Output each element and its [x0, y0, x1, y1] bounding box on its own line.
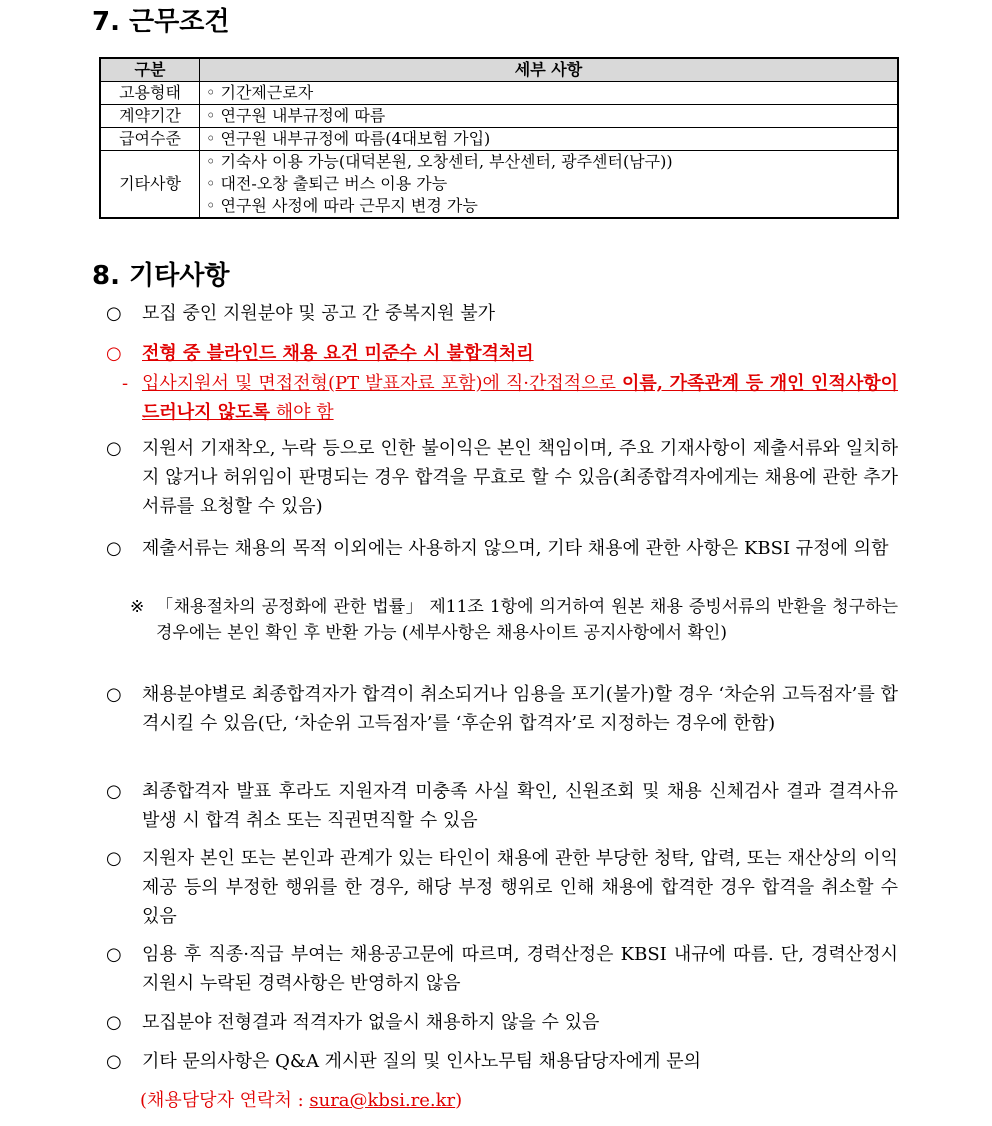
work-conditions-table [99, 57, 899, 219]
section-7-heading: 7. 근무조건 [92, 7, 230, 37]
row-value [200, 128, 899, 151]
note-text: 「채용절차의 공정화에 관한 법률」 제11조 1항에 의거하여 원본 채용 증빙서류의 반환을 청구하는 경우에는 본인 확인 후 반환 가능 (세부사항은 채용사이트 공지사항에서 확인) [156, 597, 898, 643]
list-item [106, 680, 898, 738]
note [130, 594, 898, 646]
subitem-text [142, 369, 898, 427]
row-line: ◦ 대전-오창 출퇴근 버스 이용 가능 [206, 174, 448, 193]
list-item [106, 777, 898, 835]
bullet-circle: ○ [106, 781, 122, 802]
item-text: 제출서류는 채용의 목적 이외에는 사용하지 않으며, 기타 채용에 관한 사항은 KBSI 규정에 의함 [142, 538, 889, 559]
list-item [106, 434, 898, 521]
row-line: ◦ 연구원 내부규정에 따름 [206, 106, 386, 125]
table-row [100, 82, 898, 105]
bullet-circle: ○ [106, 438, 122, 459]
item-text: 최종합격자 발표 후라도 지원자격 미충족 사실 확인, 신원조회 및 채용 신체검사 결과 결격사유 발생 시 합격 취소 또는 직권면직할 수 있음 [142, 781, 898, 831]
table-row [100, 128, 898, 151]
blind-hiring-subitem [122, 369, 898, 427]
bullet-circle: ○ [106, 944, 122, 965]
subitem-part-2-bold: 이름, 가족관계 등 개인 인적사항이 드러나지 않도록 [142, 373, 899, 423]
row-line: ◦ 연구원 내부규정에 따름(4대보험 가입) [206, 129, 491, 148]
row-label: 고용형태 [100, 82, 200, 105]
row-label: 계약기간 [100, 105, 200, 128]
bullet-circle: ○ [106, 684, 122, 705]
bullet-circle: ○ [106, 538, 122, 559]
item-text: 기타 문의사항은 Q&A 게시판 질의 및 인사노무팀 채용담당자에게 문의 [142, 1051, 702, 1072]
subitem-part-1: 입사지원서 및 면접전형(PT 발표자료 포함)에 직·간접적으로 [142, 373, 622, 394]
row-line: ◦ 기숙사 이용 가능(대덕본원, 오창센터, 부산센터, 광주센터(남구)) [206, 152, 673, 171]
list-item [106, 1008, 898, 1037]
section-8-heading: 8. 기타사항 [92, 261, 230, 291]
item-text: 임용 후 직종·직급 부여는 채용공고문에 따르며, 경력산정은 KBSI 내규에 따름. 단, 경력산정시 지원시 누락된 경력사항은 반영하지 않음 [142, 944, 898, 994]
bullet-circle: ○ [106, 303, 122, 324]
list-item [106, 940, 898, 998]
list-item [106, 534, 898, 563]
header-category: 구분 [100, 58, 200, 82]
header-details: 세부 사항 [200, 58, 899, 82]
contact-email-link[interactable]: sura@kbsi.re.kr [309, 1090, 456, 1111]
subitem-part-3: 해야 함 [269, 402, 334, 423]
contact-prefix: (채용담당자 연락처 : [140, 1090, 310, 1111]
bullet-circle: ○ [106, 1051, 122, 1072]
list-item [106, 299, 898, 328]
row-line: ◦ 기간제근로자 [206, 83, 314, 102]
item-text: 모집분야 전형결과 적격자가 없을시 채용하지 않을 수 있음 [142, 1012, 600, 1033]
contact-suffix: ) [455, 1090, 463, 1111]
dash-marker: - [122, 373, 129, 394]
row-label: 기타사항 [100, 151, 200, 219]
item-text: 지원서 기재착오, 누락 등으로 인한 불이익은 본인 책임이며, 주요 기재사항이 제출서류와 일치하지 않거나 허위임이 판명되는 경우 합격을 무효로 할 수 있음(최종합격자에게는 채용에 관한 추가서류를 요청할 수 있음) [142, 438, 898, 517]
row-value [200, 151, 899, 219]
contact-line [140, 1087, 462, 1115]
row-line: ◦ 연구원 사정에 따라 근무지 변경 가능 [206, 196, 478, 215]
table-header-row [100, 58, 898, 82]
list-item [106, 339, 898, 368]
item-text: 채용분야별로 최종합격자가 합격이 취소되거나 임용을 포기(불가)할 경우 ‘차순위 고득점자’를 합격시킬 수 있음(단, ‘차순위 고득점자’를 ‘후순위 합격자’로 지정하는 경우에 한함) [142, 684, 898, 734]
bullet-circle: ○ [106, 1012, 122, 1033]
item-text: 지원자 본인 또는 본인과 관계가 있는 타인이 채용에 관한 부당한 청탁, 압력, 또는 재산상의 이익 제공 등의 부정한 행위를 한 경우, 해당 부정 행위로 인해 채용에 합격한 경우 합격을 취소할 수 있음 [142, 848, 898, 927]
note-mark: ※ [130, 597, 145, 617]
row-value [200, 105, 899, 128]
item-text: 전형 중 블라인드 채용 요건 미준수 시 불합격처리 [142, 343, 534, 364]
bullet-circle: ○ [106, 343, 122, 364]
table-row [100, 105, 898, 128]
table-row [100, 151, 898, 219]
bullet-circle: ○ [106, 848, 122, 869]
list-item [106, 1047, 898, 1076]
row-label: 급여수준 [100, 128, 200, 151]
row-value [200, 82, 899, 105]
item-text: 모집 중인 지원분야 및 공고 간 중복지원 불가 [142, 303, 496, 324]
list-item [106, 844, 898, 931]
